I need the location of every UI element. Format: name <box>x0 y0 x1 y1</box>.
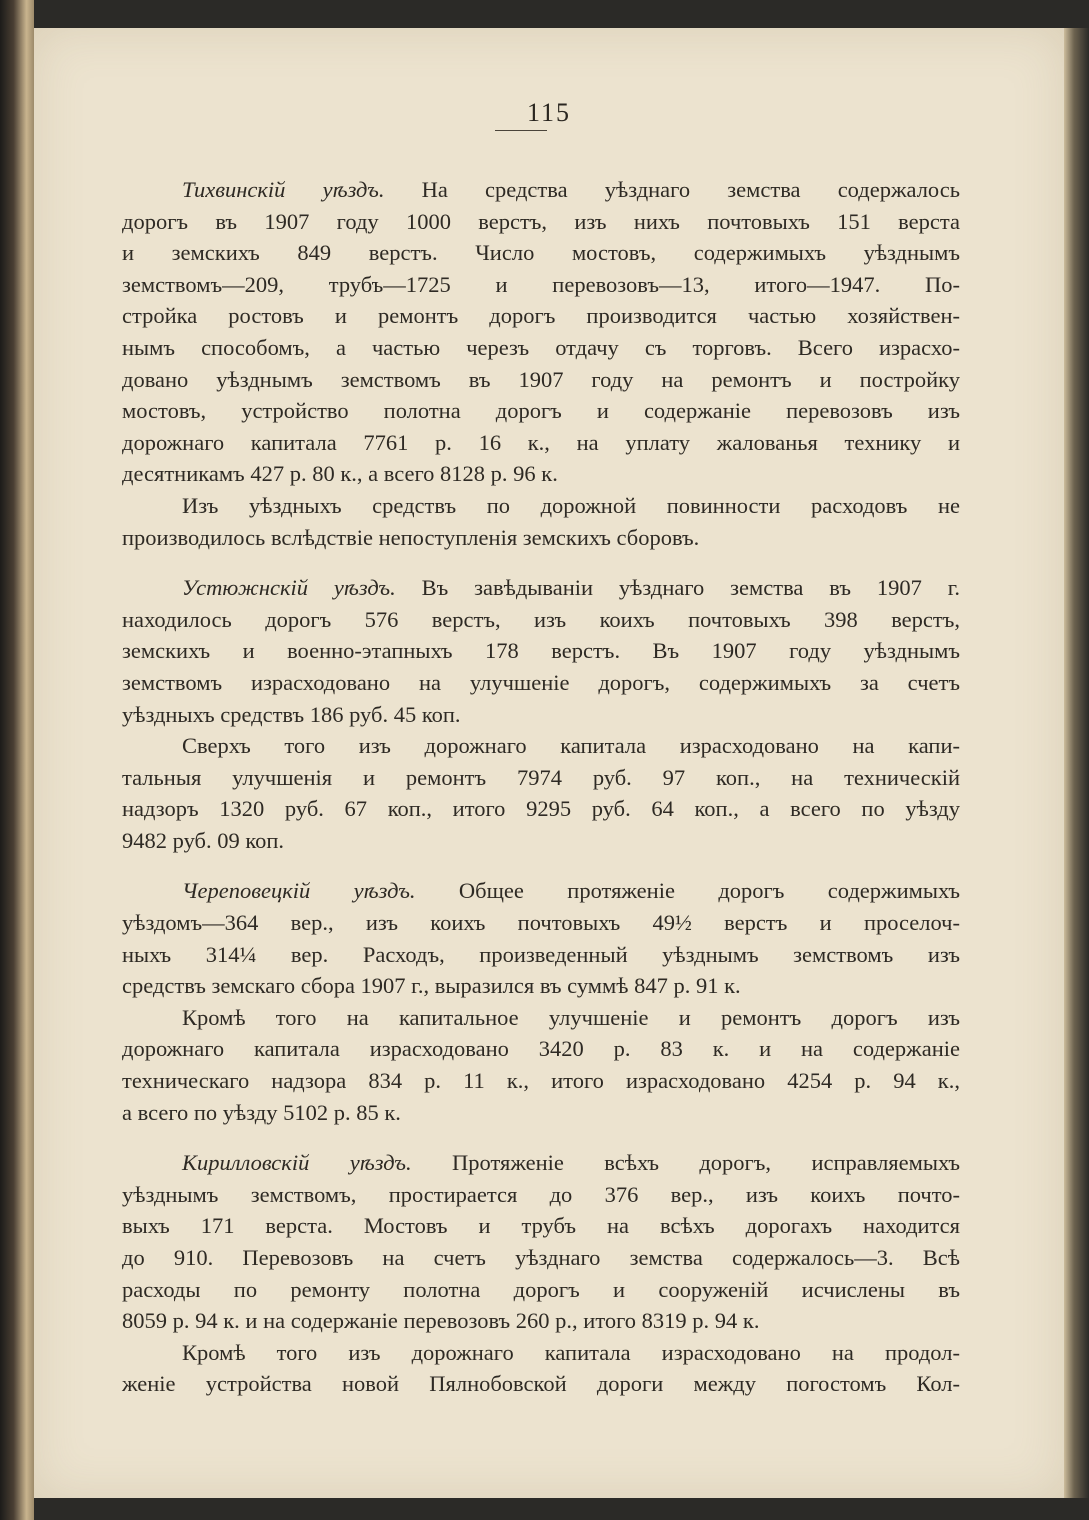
page-right-edge <box>1064 28 1089 1498</box>
text-line: земствомъ израсходовано на улучшеніе дорогъ, содержимыхъ за счетъ <box>122 669 960 695</box>
text-line: надзоръ 1320 руб. 67 коп., итого 9295 руб. 64 коп., а всего по уѣзду <box>122 796 960 822</box>
text-line: расходы по ремонту полотна дорогъ и сооруженій исчислены въ <box>122 1276 960 1302</box>
text-line: Сверхъ того изъ дорожнаго капитала израсходовано на капи- <box>182 733 960 759</box>
text-line: ныхъ 314¼ вер. Расходъ, произведенный уѣзднымъ земствомъ изъ <box>122 941 960 967</box>
text-line: десятникамъ 427 р. 80 к., а всего 8128 р. 96 к. <box>122 461 558 487</box>
text-line: находилось дорогъ 576 верстъ, изъ коихъ почтовыхъ 398 верстъ, <box>122 606 960 632</box>
district-heading: Устюжнскій уѣздъ. <box>182 575 396 601</box>
text-line: средствъ земскаго сбора 1907 г., выразился въ суммѣ 847 р. 91 к. <box>122 973 741 999</box>
text-line: выхъ 171 верста. Мостовъ и трубъ на всѣхъ дорогахъ находится <box>122 1213 960 1239</box>
text-line: тальныя улучшенія и ремонтъ 7974 руб. 97 коп., на техническій <box>122 764 960 790</box>
text-line: земскихъ и военно-этапныхъ 178 верстъ. Въ 1907 году уѣзднымъ <box>122 638 960 664</box>
text-line: уѣзднымъ земствомъ, простирается до 376 вер., изъ коихъ почто- <box>122 1181 960 1207</box>
district-heading: Тихвинскій уѣздъ. <box>182 177 385 202</box>
text-line: стройка ростовъ и ремонтъ дорогъ производится частью хозяйствен- <box>122 303 960 329</box>
paragraph-ustyuzhna-2 <box>122 730 960 856</box>
text-line: дорожнаго капитала 7761 р. 16 к., на уплату жалованья технику и <box>122 429 960 455</box>
text-line: дорожнаго капитала израсходовано 3420 р. 83 к. и на содержаніе <box>122 1036 960 1062</box>
text-line: производилось вслѣдствіе непоступленія земскихъ сборовъ. <box>122 524 700 550</box>
text-line: земствомъ—209, трубъ—1725 и перевозовъ—13, итого—1947. По- <box>122 271 960 297</box>
text-line: 9482 руб. 09 коп. <box>122 827 285 853</box>
text-line: нымъ способомъ, а частью черезъ отдачу съ торговъ. Всего израсхо- <box>122 334 960 360</box>
book-page <box>34 28 1064 1498</box>
text-line: Кирилловскій уѣздъ. Протяженіе всѣхъ дорогъ, исправляемыхъ <box>182 1150 961 1176</box>
paragraph-tikhvin-2 <box>122 490 960 553</box>
paragraph-tikhvin <box>122 174 960 490</box>
text-line: до 910. Перевозовъ на счетъ уѣзднаго земства содержалось—3. Всѣ <box>122 1245 960 1270</box>
page-text <box>122 174 960 1400</box>
text-line: Кромѣ того изъ дорожнаго капитала израсходовано на продол- <box>182 1339 960 1365</box>
text-line: дорогъ въ 1907 году 1000 верстъ, изъ нихъ почтовыхъ 151 верста <box>122 208 960 234</box>
text-line: мостовъ, устройство полотна дорогъ и содержаніе перевозовъ изъ <box>122 398 960 424</box>
paragraph-cherepovets <box>122 875 960 1001</box>
text-line: уѣздомъ—364 вер., изъ коихъ почтовыхъ 49½ верстъ и проселоч- <box>122 910 960 936</box>
text-line: техническаго надзора 834 р. 11 к., итого израсходовано 4254 р. 94 к., <box>122 1068 960 1094</box>
text-line: 8059 р. 94 к. и на содержаніе перевозовъ 260 р., итого 8319 р. 94 к. <box>122 1308 760 1334</box>
text-line: Кромѣ того на капитальное улучшеніе и ремонтъ дорогъ изъ <box>182 1004 960 1030</box>
book-spine-edge <box>0 0 34 1520</box>
paragraph-kirillov <box>122 1147 960 1337</box>
page-number: 115 <box>526 98 572 127</box>
text-line: Тихвинскій уѣздъ. На средства уѣзднаго земства содержалось <box>182 177 960 202</box>
page-number-rule <box>495 130 547 131</box>
paragraph-ustyuzhna <box>122 572 960 730</box>
text-line: Череповецкій уѣздъ. Общее протяженіе дорогъ содержимыхъ <box>182 878 961 904</box>
text-line: а всего по уѣзду 5102 р. 85 к. <box>122 1099 401 1125</box>
text-line: и земскихъ 849 верстъ. Число мостовъ, содержимыхъ уѣзднымъ <box>122 240 960 266</box>
text-line: Изъ уѣздныхъ средствъ по дорожной повинности расходовъ не <box>182 492 960 518</box>
district-heading: Череповецкій уѣздъ. <box>182 878 416 904</box>
paragraph-cherepovets-2 <box>122 1002 960 1128</box>
text-line: женіе устройства новой Пялнобовской дороги между погостомъ Кол- <box>122 1371 960 1397</box>
text-line: довано уѣзднымъ земствомъ въ 1907 году на ремонтъ и постройку <box>122 366 960 392</box>
text-line: Устюжнскій уѣздъ. Въ завѣдываніи уѣзднаго земства въ 1907 г. <box>182 575 961 601</box>
paragraph-kirillov-2 <box>122 1337 960 1400</box>
district-heading: Кирилловскій уѣздъ. <box>182 1150 412 1176</box>
text-line: уѣздныхъ средствъ 186 руб. 45 коп. <box>122 701 461 727</box>
